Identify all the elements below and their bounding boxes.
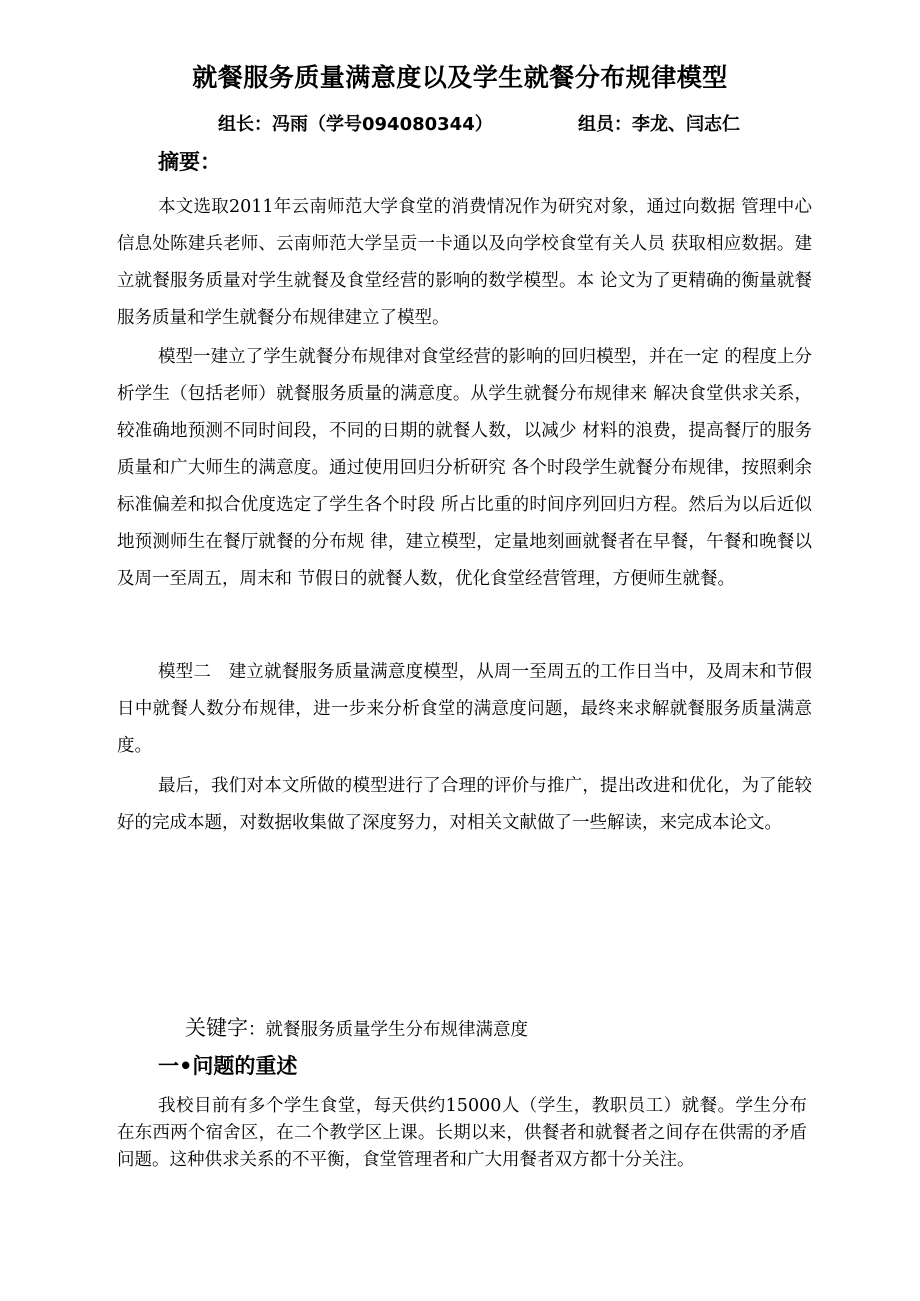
keywords-line [185,1012,528,1042]
keywords-text: 就餐服务质量学生分布规律满意度 [265,1020,528,1040]
abstract-paragraph-4: 最后，我们对本文所做的模型进行了合理的评价与推广，提出改进和优化，为了能较好的完成本题，对数据收集做了深度努力，对相关文献做了一些解读，来完成本论文。 [117,776,812,833]
abstract-heading: 摘要： [158,150,221,174]
section-paragraph: 我校目前有多个学生食堂，每天供约15000人（学生，教职员工）就餐。学生分布在东西两个宿舍区，在二个教学区上课。长期以来，供餐者和就餐者之间存在供需的矛盾问题。这种供求关系的不平衡，食堂管理者和广大用餐者双方都十分关注。 [117,1096,807,1170]
abstract-paragraph-1: 本文选取2011年云南师范大学食堂的消费情况作为研究对象，通过向数据 管理中心信息处陈建兵老师、云南师范大学呈贡一卡通以及向学校食堂有关人员 获取相应数据。建立就餐服务质量对学生就餐及食堂经营的影响的数学模型。本 论文为了更精确的衡量就餐服务质量和学生就餐分布规律建立了模型。 [117,197,812,328]
team-members: 组员：李龙、闫志仁 [578,114,740,135]
paper-title: 就餐服务质量满意度以及学生就餐分布规律模型 [192,63,728,92]
section-heading: 一•问题的重述 [158,1054,298,1078]
abstract-paragraph-3: 模型二 建立就餐服务质量满意度模型，从周一至周五的工作日当中，及周末和节假日中就餐人数分布规律，进一步来分析食堂的满意度问题，最终来求解就餐服务质量满意度。 [117,662,812,756]
abstract-paragraph-2: 模型一建立了学生就餐分布规律对食堂经营的影响的回归模型，并在一定 的程度上分析学生（包括老师）就餐服务质量的满意度。从学生就餐分布规律来 解决食堂供求关系，较准确地预测不同时间段，不同的日期的就餐人数，以减少 材料的浪费，提高餐厅的服务质量和广大师生的满意度。通过使用回归分析研究 各个时段学生就餐分布规律，按照剩余标准偏差和拟合优度选定了学生各个时段 所占比重的时间序列回归方程。然后为以后近似地预测师生在餐厅就餐的分布规 律，建立模型，定量地刻画就餐者在早餐，午餐和晚餐以及周一至周五，周末和 节假日的就餐人数，优化食堂经营管理，方便师生就餐。 [117,347,812,589]
keywords-label: 关键字 [185,1016,248,1040]
keywords-separator: ： [248,1020,266,1040]
team-leader: 组长：冯雨（学号094080344） [218,114,493,135]
